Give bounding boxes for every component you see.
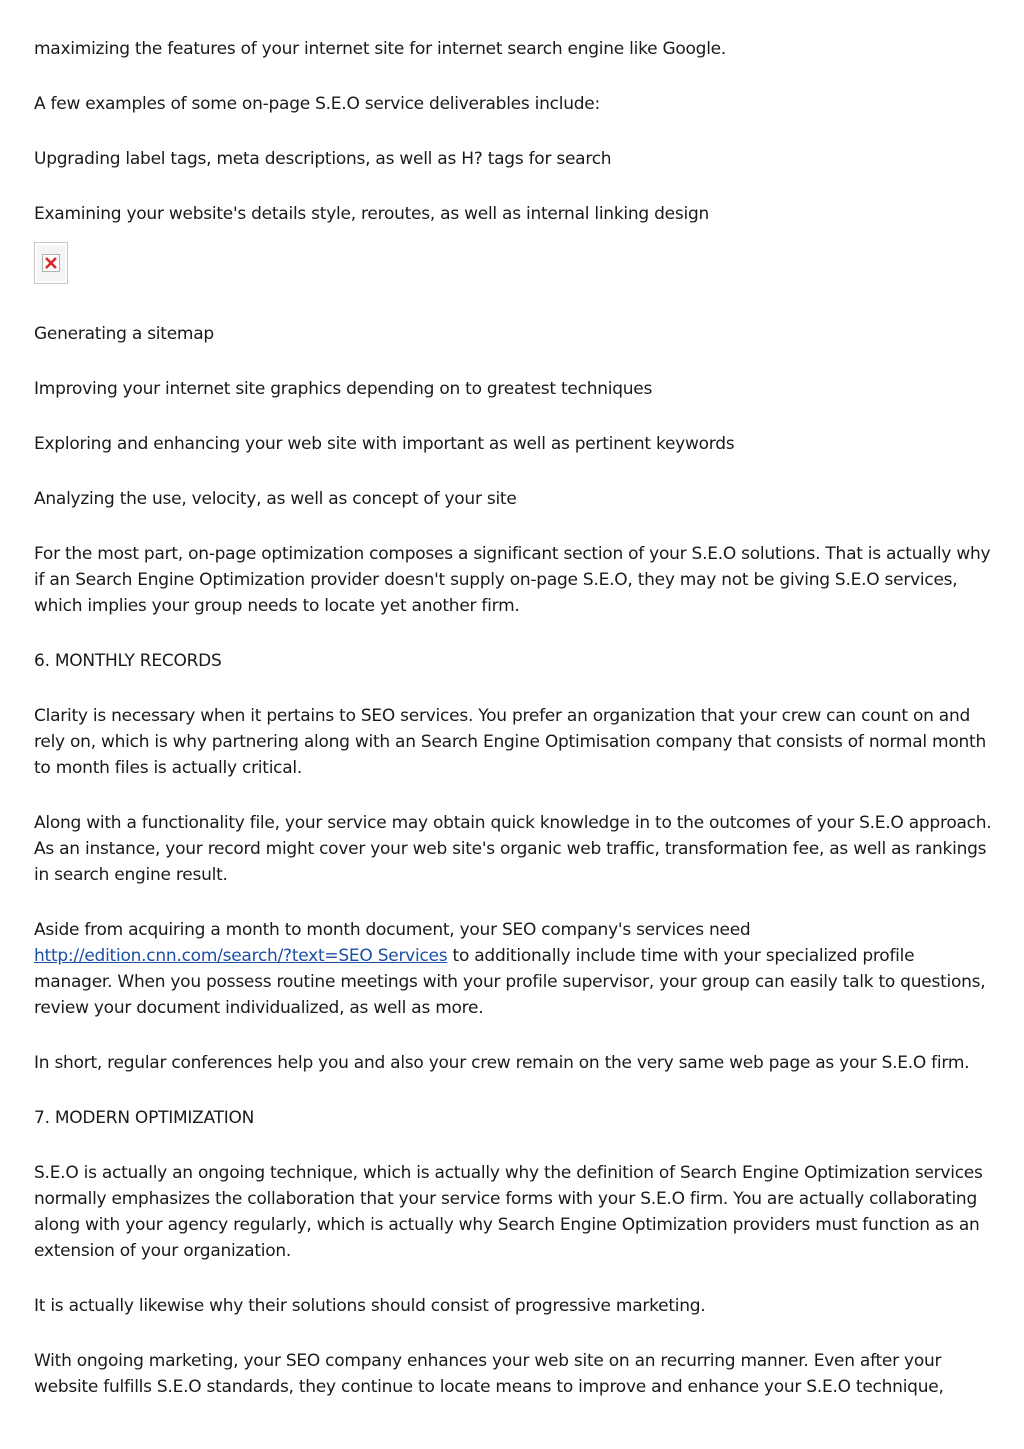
section-heading: 6. MONTHLY RECORDS: [34, 651, 222, 671]
paragraph: Improving your internet site graphics depending on to greatest techniques: [34, 379, 653, 399]
broken-image-icon: [34, 242, 68, 284]
paragraph: Analyzing the use, velocity, as well as concept of your site: [34, 489, 517, 509]
close-x-icon: [42, 254, 60, 272]
section-heading: 7. MODERN OPTIMIZATION: [34, 1108, 255, 1128]
paragraph: Examining your website's details style, reroutes, as well as internal linking design: [34, 204, 710, 224]
paragraph: For the most part, on-page optimization composes a significant section of your S.E.O solutions. That is actually why if an Search Engine Optimization provider doesn't supply on-page S.E.O, they may not be giving S.E.O services, which implies your group needs to locate yet another firm.: [34, 544, 991, 616]
link-paragraph-after: to additionally include time with your specialized profile manager. When you possess routine meetings with your profile supervisor, your group can easily talk to questions, review your document individualized, as well as more.: [34, 946, 986, 1018]
paragraph: In short, regular conferences help you and also your crew remain on the very same web page as your S.E.O firm.: [34, 1053, 970, 1073]
cnn-search-link[interactable]: http://edition.cnn.com/search/?text=SEO Services: [34, 946, 448, 966]
paragraph: Exploring and enhancing your web site with important as well as pertinent keywords: [34, 434, 735, 454]
link-paragraph-before: Aside from acquiring a month to month document, your SEO company's services need: [34, 920, 751, 940]
paragraph: Clarity is necessary when it pertains to SEO services. You prefer an organization that your crew can count on and rely on, which is why partnering along with an Search Engine Optimisation company that consists of normal month to month files is actually critical.: [34, 706, 986, 778]
paragraph-with-link: [34, 917, 994, 1021]
paragraph: With ongoing marketing, your SEO company enhances your web site on an recurring manner. Even after your website fulfills S.E.O standards, they continue to locate means to improve and enhance your S.E.O technique,: [34, 1351, 944, 1397]
paragraph: Along with a functionality file, your service may obtain quick knowledge in to the outcomes of your S.E.O approach. As an instance, your record might cover your web site's organic web traffic, transformation fee, as well as rankings in search engine result.: [34, 813, 992, 885]
paragraph: A few examples of some on-page S.E.O service deliverables include:: [34, 94, 600, 114]
paragraph: maximizing the features of your internet site for internet search engine like Google.: [34, 39, 727, 59]
paragraph: S.E.O is actually an ongoing technique, which is actually why the definition of Search Engine Optimization services normally emphasizes the collaboration that your service forms with your S.E.O firm. You are actually collaborating along with your agency regularly, which is actually why Search Engine Optimization providers must function as an extension of your organization.: [34, 1163, 983, 1261]
paragraph: Generating a sitemap: [34, 324, 214, 344]
paragraph: It is actually likewise why their solutions should consist of progressive marketing.: [34, 1296, 706, 1316]
paragraph: Upgrading label tags, meta descriptions, as well as H? tags for search: [34, 149, 612, 169]
document-page: [34, 36, 994, 1429]
